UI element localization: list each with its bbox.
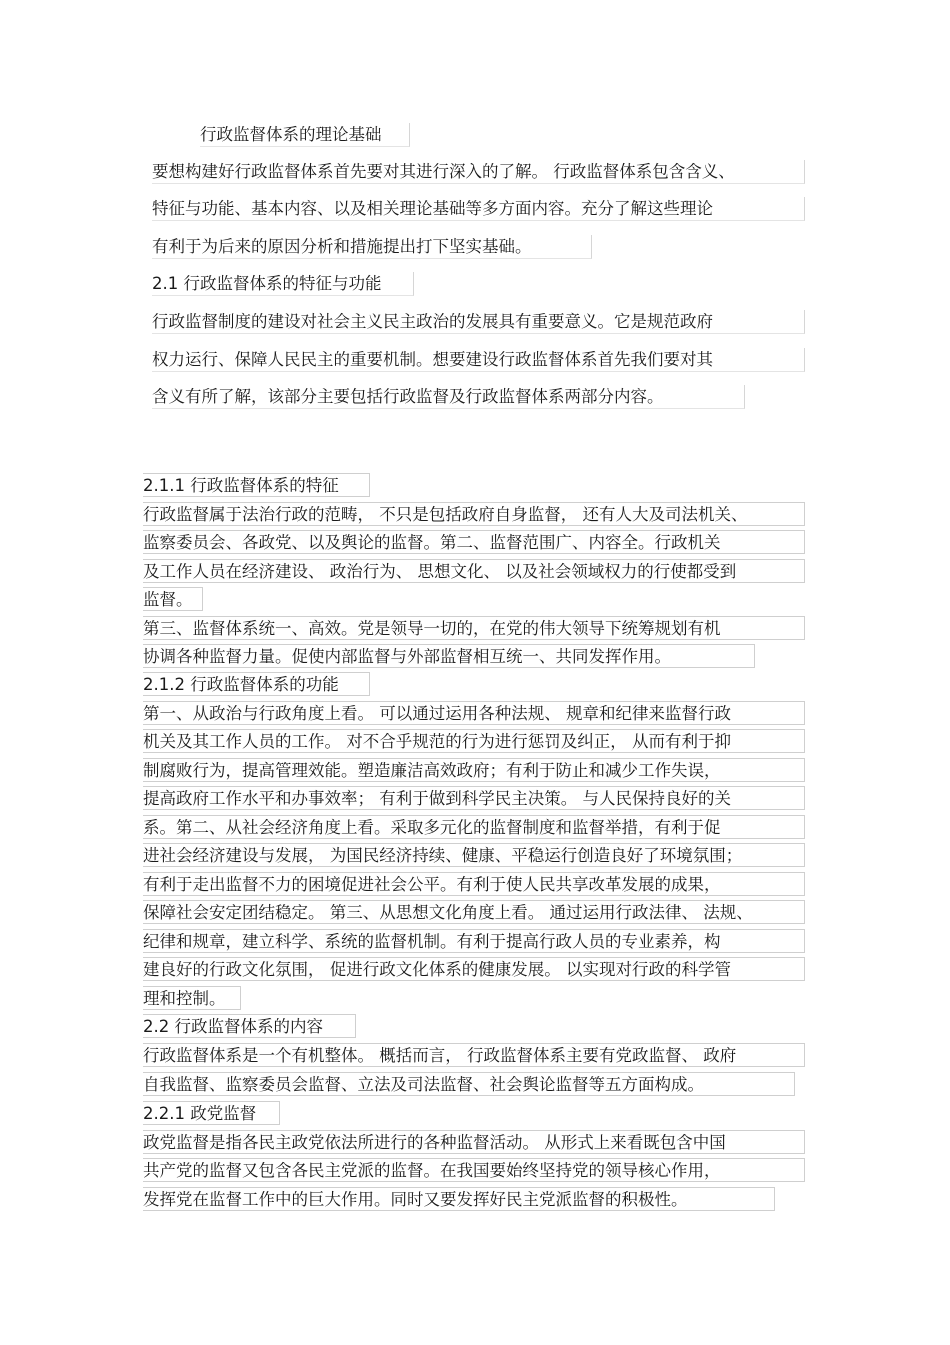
paragraph-line: 有利于为后来的原因分析和措施提出打下坚实基础。 bbox=[152, 235, 592, 259]
paragraph-line: 有利于走出监督不力的困境促进社会公平。有利于使人民共享改革发展的成果， bbox=[143, 872, 805, 896]
paragraph-line: 进社会经济建设与发展， 为国民经济持续、健康、平稳运行创造良好了环境氛围； bbox=[143, 843, 805, 867]
paragraph-line: 协调各种监督力量。促使内部监督与外部监督相互统一、共同发挥作用。 bbox=[143, 644, 755, 668]
paragraph-line: 纪律和规章，建立科学、系统的监督机制。有利于提高行政人员的专业素养，构 bbox=[143, 929, 805, 953]
subsection-heading: 2.1.1 行政监督体系的特征 bbox=[143, 473, 370, 497]
paragraph-line: 政党监督是指各民主政党依法所进行的各种监督活动。 从形式上来看既包含中国 bbox=[143, 1130, 805, 1154]
paragraph-line: 自我监督、监察委员会监督、立法及司法监督、社会舆论监督等五方面构成。 bbox=[143, 1072, 795, 1096]
paragraph-line: 第三、监督体系统一、高效。党是领导一切的，在党的伟大领导下统筹规划有机 bbox=[143, 616, 805, 640]
paragraph-line: 含义有所了解，该部分主要包括行政监督及行政监督体系两部分内容。 bbox=[152, 385, 745, 409]
paragraph-line: 监督。 bbox=[143, 587, 203, 611]
section-heading: 2.2 行政监督体系的内容 bbox=[143, 1014, 356, 1038]
paragraph-line: 机关及其工作人员的工作。 对不合乎规范的行为进行惩罚及纠正， 从而有利于抑 bbox=[143, 729, 805, 753]
subsection-heading: 2.2.1 政党监督 bbox=[143, 1101, 280, 1125]
paragraph-line: 行政监督属于法治行政的范畴， 不只是包括政府自身监督， 还有人大及司法机关、 bbox=[143, 502, 805, 526]
paragraph-line: 系。第二、从社会经济角度上看。采取多元化的监督制度和监督举措，有利于促 bbox=[143, 815, 805, 839]
paragraph-line: 行政监督制度的建设对社会主义民主政治的发展具有重要意义。它是规范政府 bbox=[152, 310, 805, 334]
paragraph-line: 共产党的监督又包含各民主党派的监督。在我国要始终坚持党的领导核心作用， bbox=[143, 1158, 805, 1182]
page-title: 行政监督体系的理论基础 bbox=[200, 123, 410, 147]
paragraph-line: 要想构建好行政监督体系首先要对其进行深入的了解。 行政监督体系包含含义、 bbox=[152, 160, 805, 184]
paragraph-line: 建良好的行政文化氛围， 促进行政文化体系的健康发展。 以实现对行政的科学管 bbox=[143, 957, 805, 981]
subsection-heading: 2.1.2 行政监督体系的功能 bbox=[143, 672, 370, 696]
paragraph-line: 第一、从政治与行政角度上看。 可以通过运用各种法规、 规章和纪律来监督行政 bbox=[143, 701, 805, 725]
section-heading: 2.1 行政监督体系的特征与功能 bbox=[152, 272, 414, 296]
paragraph-line: 制腐败行为，提高管理效能。塑造廉洁高效政府；有利于防止和减少工作失误， bbox=[143, 758, 805, 782]
paragraph-line: 特征与功能、基本内容、以及相关理论基础等多方面内容。充分了解这些理论 bbox=[152, 197, 805, 221]
paragraph-line: 及工作人员在经济建设、 政治行为、 思想文化、 以及社会领域权力的行使都受到 bbox=[143, 559, 805, 583]
paragraph-line: 提高政府工作水平和办事效率； 有利于做到科学民主决策。 与人民保持良好的关 bbox=[143, 786, 805, 810]
paragraph-line: 保障社会安定团结稳定。 第三、从思想文化角度上看。 通过运用行政法律、 法规、 bbox=[143, 900, 805, 924]
paragraph-line: 行政监督体系是一个有机整体。 概括而言， 行政监督体系主要有党政监督、 政府 bbox=[143, 1043, 805, 1067]
paragraph-line: 发挥党在监督工作中的巨大作用。同时又要发挥好民主党派监督的积极性。 bbox=[143, 1187, 775, 1211]
paragraph-line: 理和控制。 bbox=[143, 986, 241, 1010]
paragraph-line: 权力运行、保障人民民主的重要机制。想要建设行政监督体系首先我们要对其 bbox=[152, 348, 805, 372]
paragraph-line: 监察委员会、各政党、以及舆论的监督。第二、监督范围广、内容全。行政机关 bbox=[143, 530, 805, 554]
